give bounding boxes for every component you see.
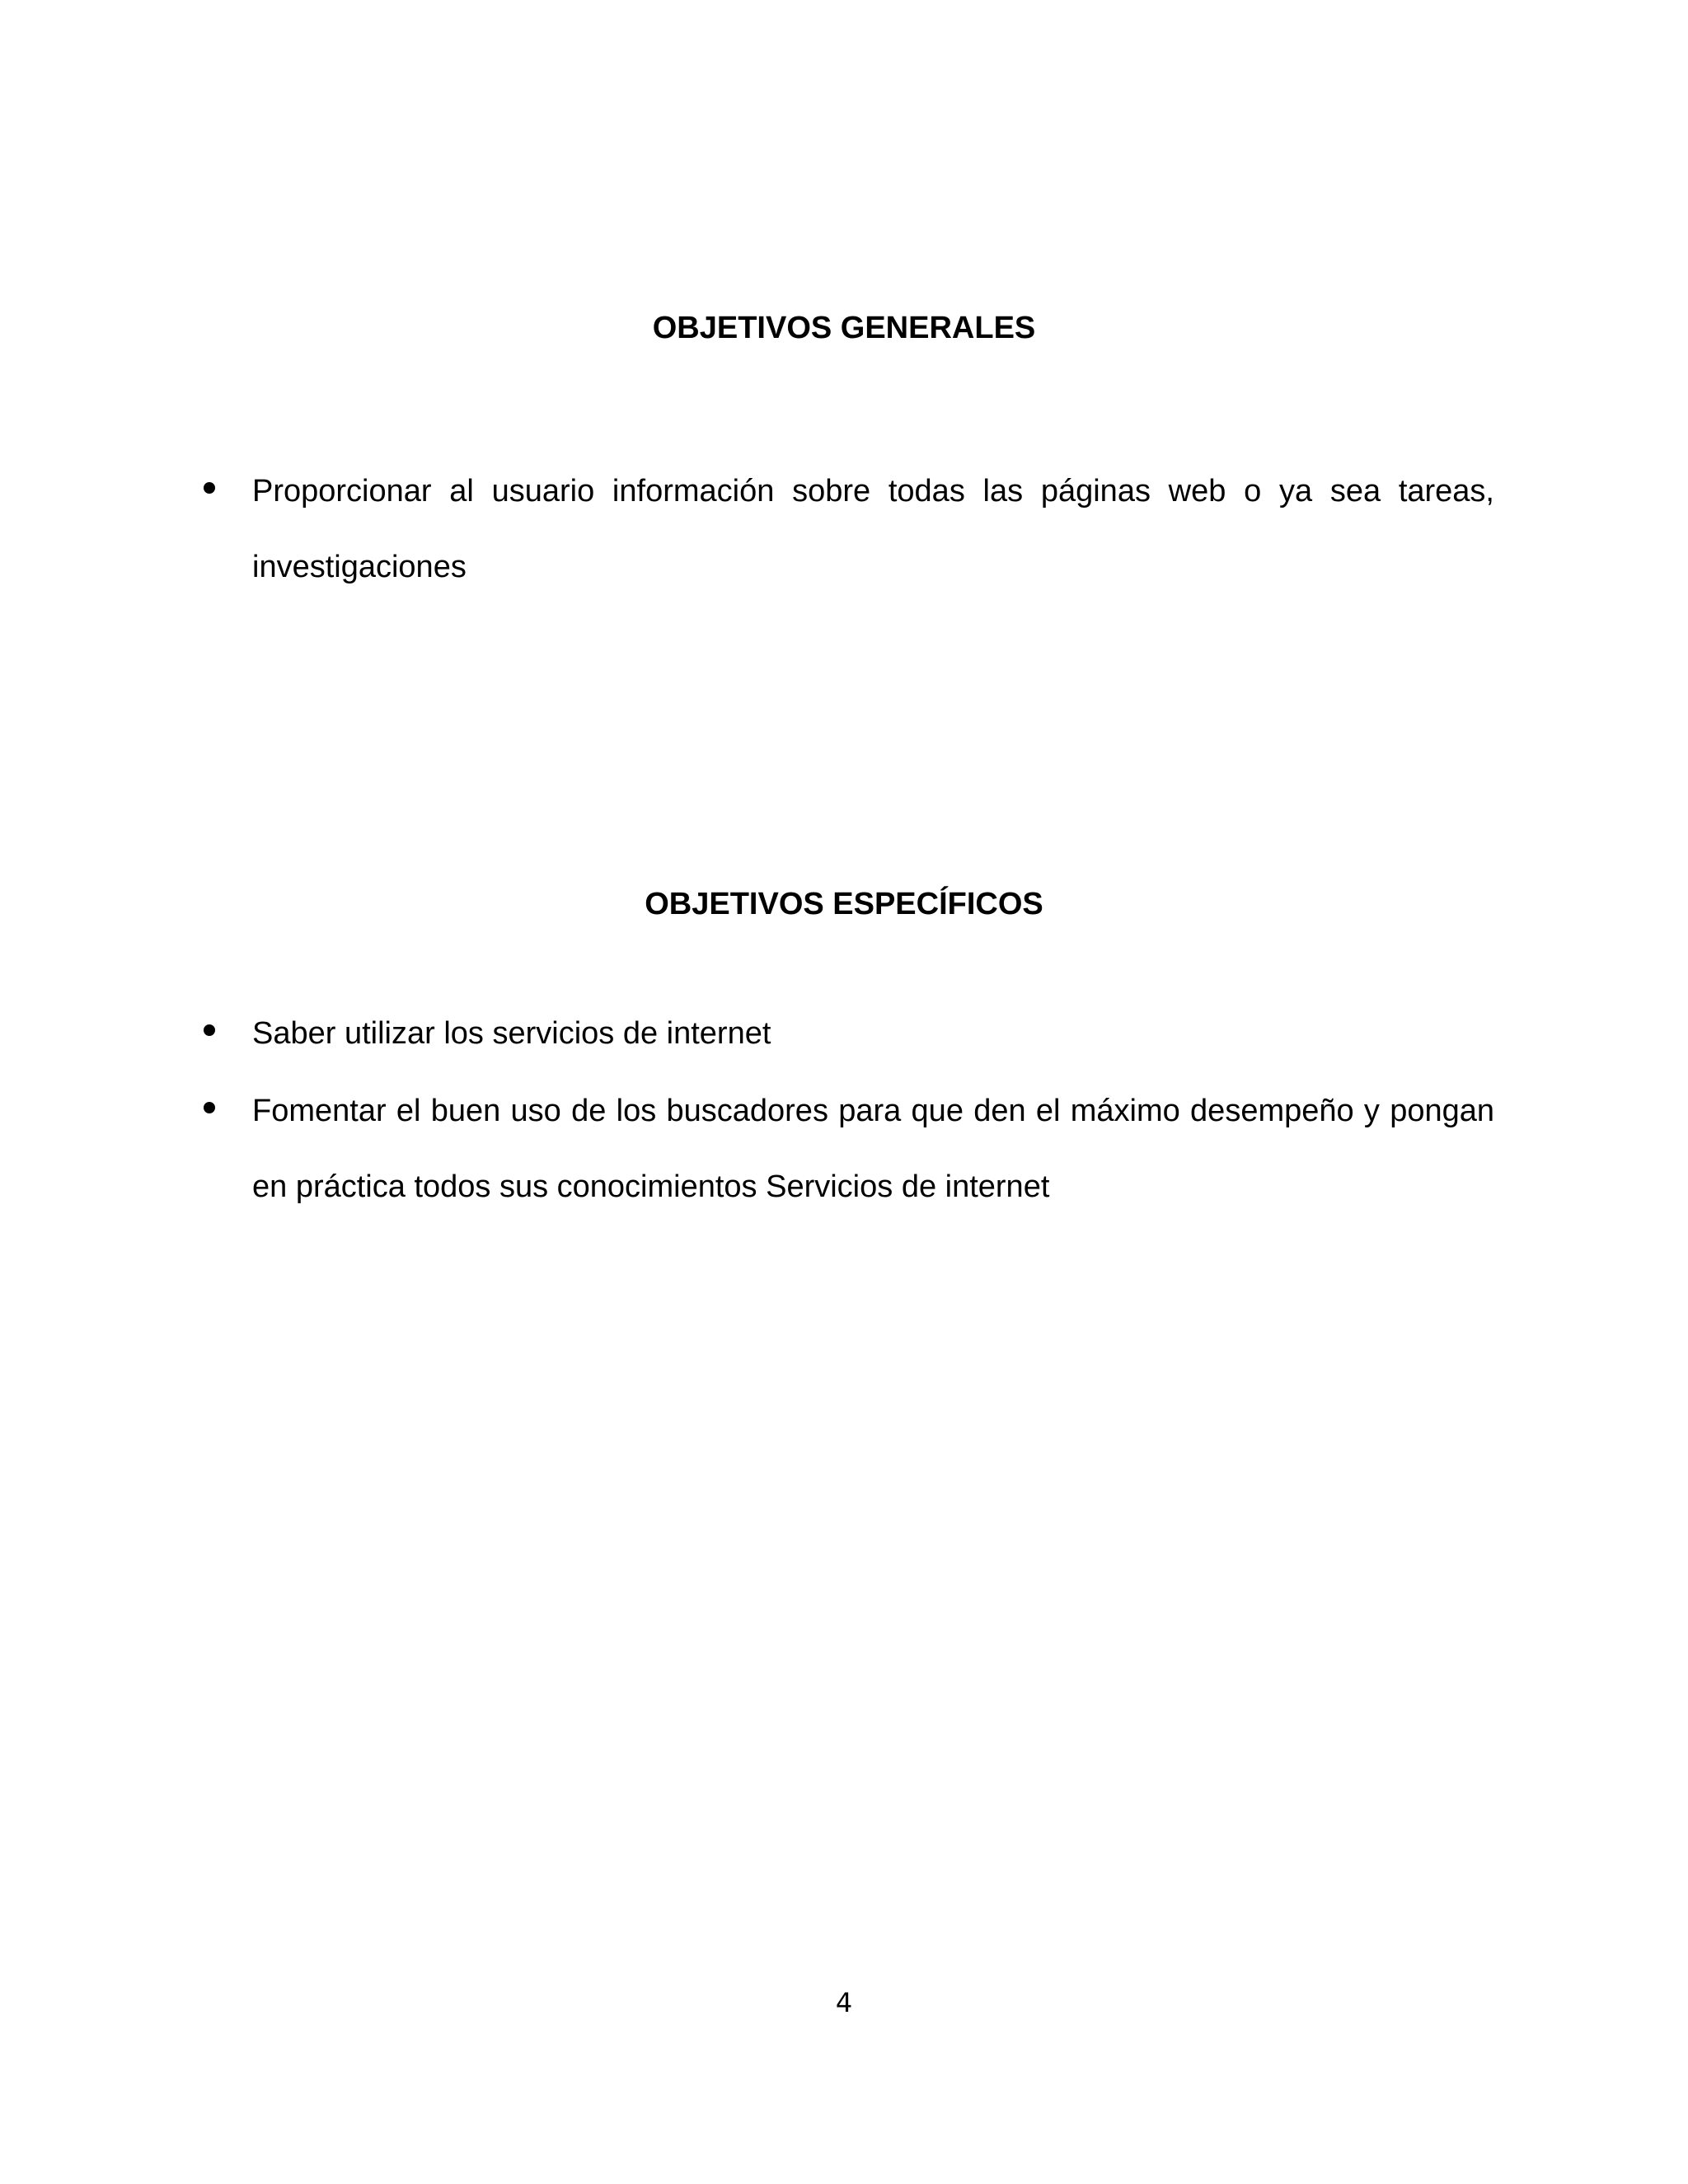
bullet-icon xyxy=(204,1024,215,1036)
list-objetivos-especificos xyxy=(0,996,1688,1225)
bullet-icon xyxy=(204,1102,215,1113)
list-item-text: Proporcionar al usuario información sobre todas las páginas web o ya sea tareas, investigaciones xyxy=(252,474,1494,584)
list-item xyxy=(0,453,1688,605)
bullet-icon xyxy=(204,482,215,494)
page-number: 4 xyxy=(835,1987,853,2018)
list-item xyxy=(0,996,1688,1071)
heading-objetivos-generales: OBJETIVOS GENERALES xyxy=(652,311,1036,345)
heading-objetivos-especificos: OBJETIVOS ESPECÍFICOS xyxy=(645,887,1043,921)
list-item xyxy=(0,1073,1688,1225)
list-item-text: Fomentar el buen uso de los buscadores para que den el máximo desempeño y pongan en práctica todos sus conocimientos Servicios de internet xyxy=(252,1094,1494,1204)
list-item-text: Saber utilizar los servicios de internet xyxy=(252,1016,771,1051)
list-objetivos-generales xyxy=(0,453,1688,605)
